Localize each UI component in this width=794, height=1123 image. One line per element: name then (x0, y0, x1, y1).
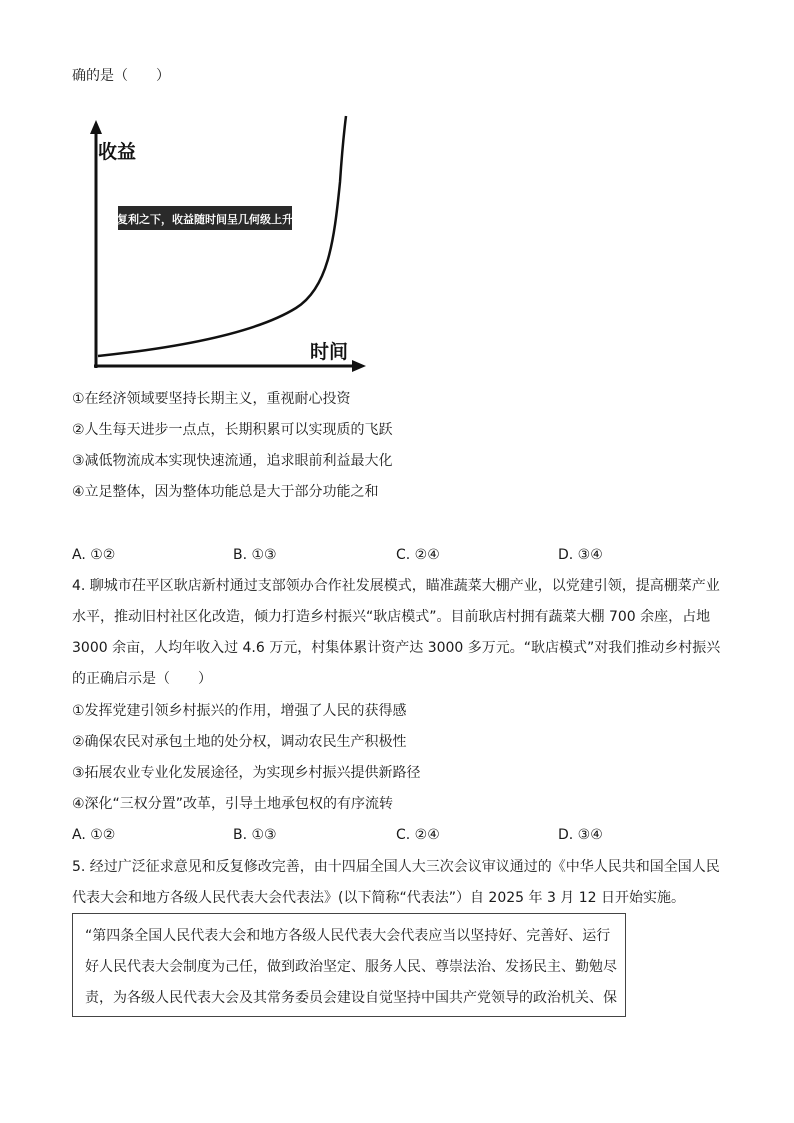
q4-option-b: B. ①③ (233, 827, 277, 843)
q3-option-a: A. ①② (72, 547, 116, 563)
q5-quote-line-2: 好人民代表大会制度为己任，做到政治坚定、服务人民、尊崇法治、发扬民主、勤勉尽 (85, 959, 617, 975)
q4-option-a: A. ①② (72, 827, 116, 843)
x-axis-label: 时间 (310, 341, 349, 363)
q3-option-d: D. ③④ (558, 547, 603, 563)
q5-stem-line-1: 5. 经过广泛征求意见和反复修改完善，由十四届全国人大三次会议审议通过的《中华人民共和国全国人民 (72, 859, 720, 875)
growth-curve-chart (84, 112, 374, 380)
caption-text: 复利之下，收益随时间呈几何级上升 (117, 213, 293, 226)
q4-stem-line-4: 的正确启示是（ ） (72, 671, 212, 687)
q4-stem-line-2: 水平，推动旧村社区化改造，倾力打造乡村振兴“耿店模式”。目前耿店村拥有蔬菜大棚 700 余座，占地 (72, 609, 711, 625)
q4-statement-2: ②确保农民对承包土地的处分权，调动农民生产积极性 (72, 734, 407, 750)
x-axis-arrow (352, 360, 366, 372)
q4-statement-3: ③拓展农业专业化发展途径，为实现乡村振兴提供新路径 (72, 765, 421, 781)
q4-option-c: C. ②④ (396, 827, 440, 843)
q3-stem-tail: 确的是（ ） (72, 68, 170, 84)
y-axis-label: 收益 (98, 141, 137, 163)
q3-statement-1: ①在经济领域要坚持长期主义，重视耐心投资 (72, 391, 351, 407)
compound-interest-figure (84, 112, 374, 380)
q4-option-d: D. ③④ (558, 827, 603, 843)
q3-statement-3: ③减低物流成本实现快速流通，追求眼前利益最大化 (72, 453, 393, 469)
q3-statement-2: ②人生每天进步一点点，长期积累可以实现质的飞跃 (72, 422, 393, 438)
q4-stem-line-3: 3000 余亩，人均年收入过 4.6 万元，村集体累计资产达 3000 多万元。“耿店模式”对我们推动乡村振兴 (72, 640, 721, 656)
q4-statement-1: ①发挥党建引领乡村振兴的作用，增强了人民的获得感 (72, 703, 407, 719)
q5-quote-line-1: “第四条全国人民代表大会和地方各级人民代表大会代表应当以坚持好、完善好、运行 (85, 928, 611, 944)
y-axis-arrow (90, 120, 102, 134)
q3-statement-4: ④立足整体，因为整体功能总是大于部分功能之和 (72, 484, 379, 500)
q4-stem-line-1: 4. 聊城市茌平区耿店新村通过支部领办合作社发展模式，瞄准蔬菜大棚产业，以党建引领，提高棚菜产业 (72, 578, 720, 594)
q5-quote-box (72, 913, 626, 1017)
q3-option-c: C. ②④ (396, 547, 440, 563)
q5-quote-line-3: 责，为各级人民代表大会及其常务委员会建设自觉坚持中国共产党领导的政治机关、保 (85, 990, 617, 1006)
q5-stem-line-2: 代表大会和地方各级人民代表大会代表法》(以下简称“代表法”）自 2025 年 3 月 12 日开始实施。 (72, 890, 686, 906)
q3-option-b: B. ①③ (233, 547, 277, 563)
q4-statement-4: ④深化“三权分置”改革，引导土地承包权的有序流转 (72, 796, 394, 812)
